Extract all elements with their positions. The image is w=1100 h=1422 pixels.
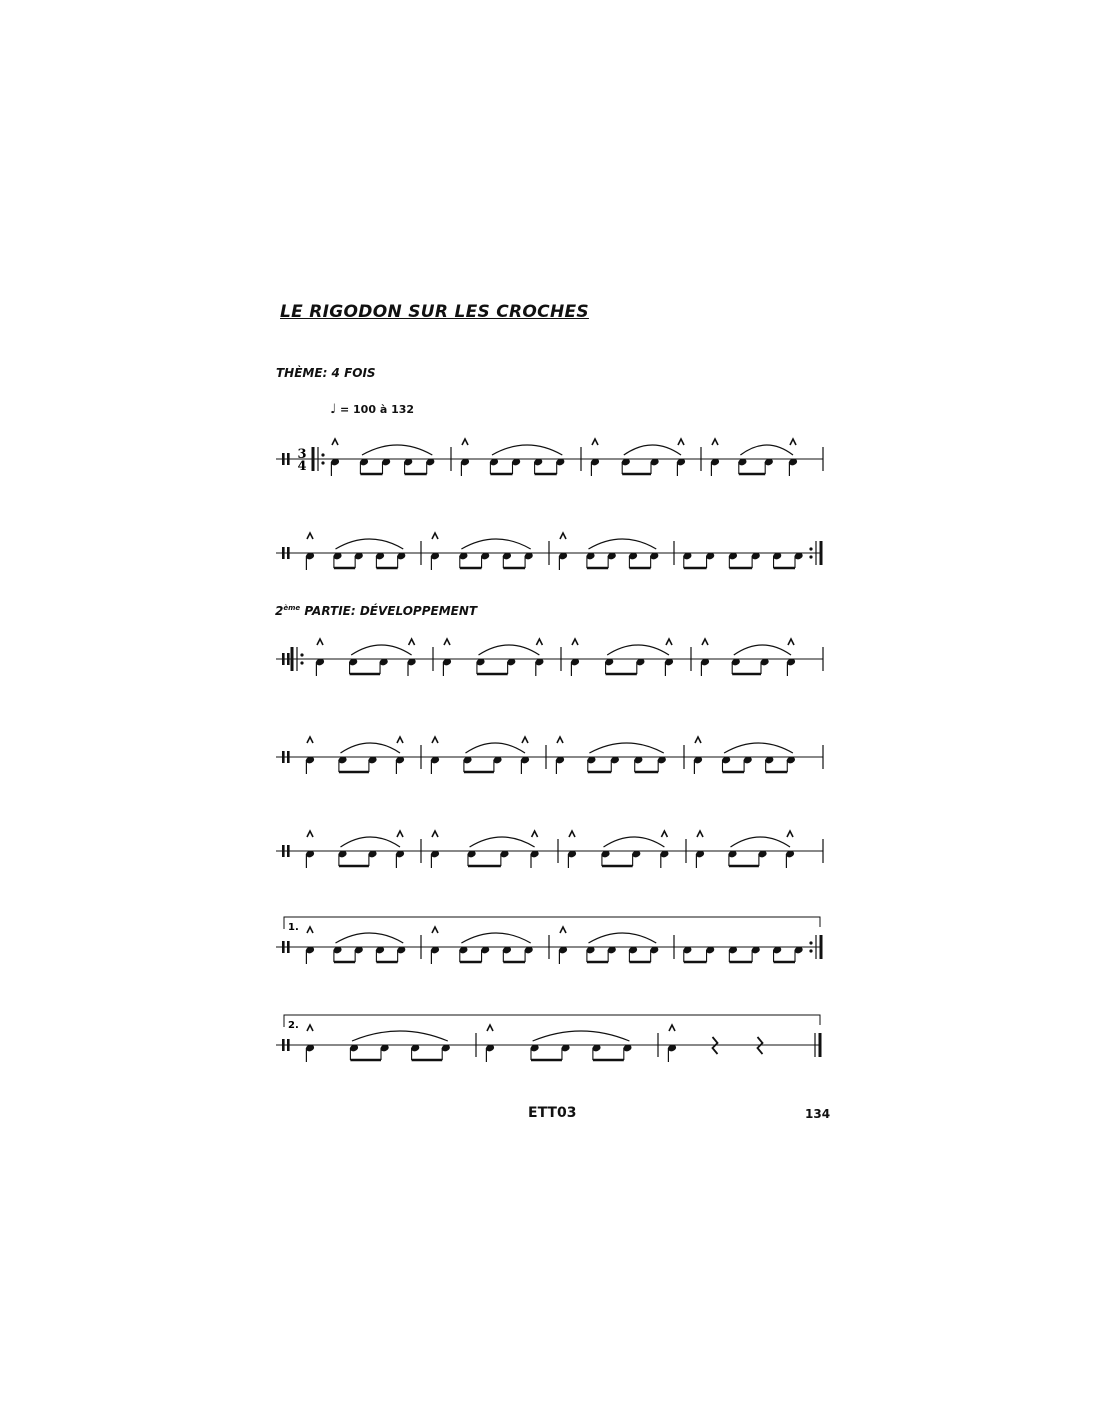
slur [607,645,669,655]
repeat-dot [321,461,324,464]
accent-mark [788,639,794,645]
slur [589,539,657,549]
percussion-clef-bar [287,453,290,465]
page-number: 134 [805,1107,831,1121]
slur [461,539,530,549]
accent-mark [536,639,542,645]
slur [479,645,540,655]
slur [470,837,535,847]
accent-mark [307,927,313,933]
accent-mark [487,1025,493,1031]
repeat-dot [809,555,812,558]
volta-label: 2. [288,1020,299,1031]
accent-mark [522,737,528,743]
percussion-clef-bar [287,1039,290,1051]
accent-mark [444,639,450,645]
slur [341,837,401,847]
percussion-clef-bar [282,941,285,953]
slur [336,933,404,943]
accent-mark [317,639,323,645]
accent-mark [307,1025,313,1031]
accent-mark [592,439,598,445]
percussion-clef-bar [282,845,285,857]
time-signature-bottom: 4 [297,459,307,474]
slur [492,445,562,455]
percussion-clef-bar [287,547,290,559]
repeat-dot [300,653,303,656]
accent-mark [307,737,313,743]
footer-code: ETT03 [528,1105,577,1121]
percussion-clef-bar [287,845,290,857]
part2-number: 2 [275,604,284,618]
percussion-clef-bar [287,941,290,953]
accent-mark [557,737,563,743]
slur [624,445,681,455]
percussion-clef-bar [287,751,290,763]
slur [461,933,530,943]
accent-mark [432,831,438,837]
volta-bracket [284,917,820,929]
slur [466,743,526,753]
repeat-dot [809,941,812,944]
theme-heading: THÈME: 4 FOIS [276,366,376,380]
accent-mark [432,533,438,539]
accent-mark [697,831,703,837]
accent-mark [695,737,701,743]
quarter-note-icon: ♩ [330,402,337,417]
slur [351,645,411,655]
accent-mark [569,831,575,837]
accent-mark [666,639,672,645]
accent-mark [397,737,403,743]
volta-label: 1. [288,922,299,933]
accent-mark [397,831,403,837]
percussion-clef-bar [282,1039,285,1051]
accent-mark [790,439,796,445]
slur [533,1031,630,1041]
accent-mark [661,831,667,837]
slur [362,445,432,455]
accent-mark [432,737,438,743]
slur [734,645,791,655]
accent-mark [432,927,438,933]
repeat-dot [809,949,812,952]
percussion-clef-bar [282,653,285,665]
accent-mark [712,439,718,445]
slur [341,743,401,753]
accent-mark [702,639,708,645]
percussion-clef-bar [282,547,285,559]
percussion-clef-bar [282,751,285,763]
repeat-dot [300,661,303,664]
part2-text: PARTIE: DÉVELOPPEMENT [300,604,478,618]
accent-mark [678,439,684,445]
accent-mark [560,533,566,539]
accent-mark [307,533,313,539]
accent-mark [572,639,578,645]
accent-mark [409,639,415,645]
accent-mark [787,831,793,837]
accent-mark [560,927,566,933]
percussion-clef-bar [282,453,285,465]
slur [589,933,657,943]
slur [731,837,791,847]
accent-mark [307,831,313,837]
slur [336,539,404,549]
slur [724,743,793,753]
accent-mark [669,1025,675,1031]
accent-mark [462,439,468,445]
repeat-dot [321,453,324,456]
volta-bracket [284,1015,820,1027]
slur [352,1031,448,1041]
percussion-clef-bar [287,653,290,665]
slur [604,837,665,847]
time-signature-top: 3 [297,447,307,462]
part2-suffix: ème [283,604,301,612]
accent-mark [532,831,538,837]
accent-mark [332,439,338,445]
slur [740,445,793,455]
tempo-text: = 100 à 132 [339,403,415,416]
page-title: LE RIGODON SUR LES CROCHES [280,302,589,322]
repeat-dot [809,547,812,550]
slur [589,743,663,753]
